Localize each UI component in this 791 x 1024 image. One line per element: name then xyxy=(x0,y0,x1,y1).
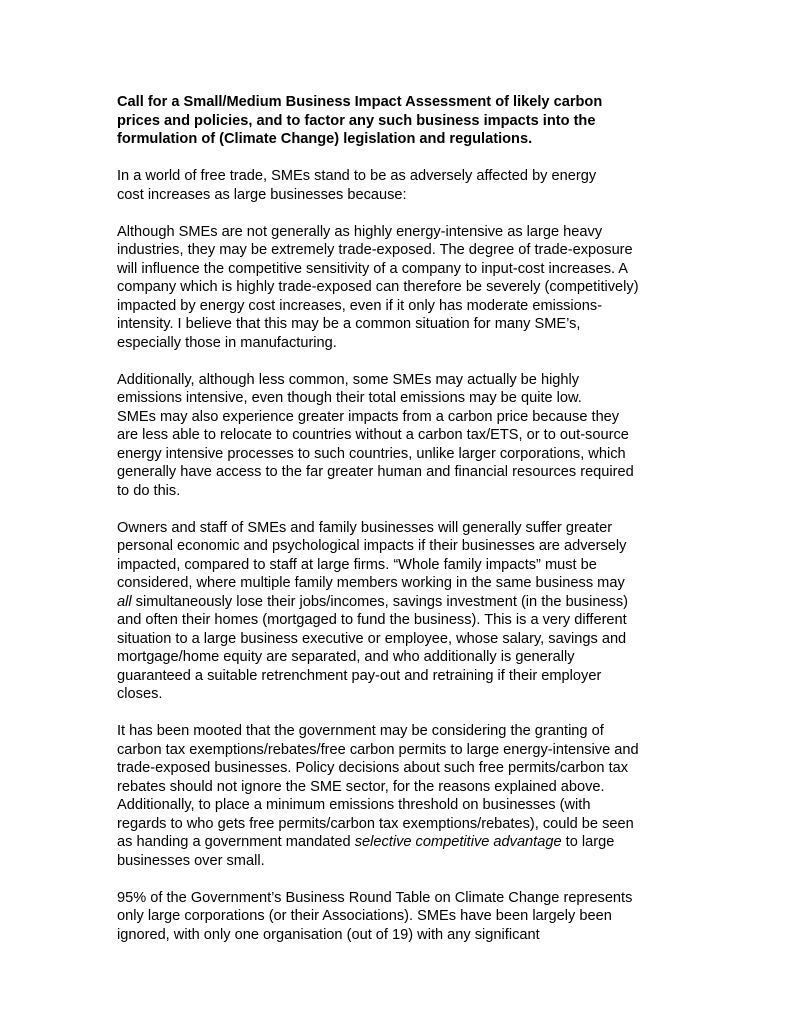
italic-emphasis: all xyxy=(117,593,132,610)
text-line: In a world of free trade, SMEs stand to be as adversely affected by energy xyxy=(117,168,597,184)
text-line: It has been mooted that the government may be considering the granting of xyxy=(117,723,604,739)
text-fragment: as handing a government mandated xyxy=(117,834,355,850)
text-line: situation to a large business executive or employee, whose salary, savings and xyxy=(117,630,627,647)
text-line: Additionally, although less common, some SMEs may actually be highly xyxy=(117,371,580,388)
text-line: company which is highly trade-exposed can therefore be severely (competitively) xyxy=(117,279,639,295)
text-line: mortgage/home equity are separated, and who additionally is generally xyxy=(117,649,575,665)
text-line: personal economic and psychological impacts if their businesses are adversely xyxy=(117,538,627,554)
title-line: Call for a Small/Medium Business Impact Assessment of likely carbon xyxy=(117,94,603,110)
text-fragment: simultaneously lose their jobs/incomes, savings investment (in the business) xyxy=(131,593,629,610)
paragraph-trade-exposure xyxy=(117,223,677,353)
text-line: will influence the competitive sensitivity of a company to input-cost increases. A xyxy=(117,260,629,277)
paragraph-exemptions xyxy=(117,722,677,870)
text-line: are less able to relocate to countries without a carbon tax/ETS, or to out-source xyxy=(117,427,629,443)
text-line: regards to who gets free permits/carbon tax exemptions/rebates), could be seen xyxy=(117,815,634,832)
paragraph-family-impacts xyxy=(117,519,677,704)
text-line: Additionally, to place a minimum emissions threshold on businesses (with xyxy=(117,797,591,813)
text-line: rebates should not ignore the SME sector, for the reasons explained above. xyxy=(117,778,605,795)
text-fragment: to large xyxy=(561,834,615,850)
italic-emphasis: selective competitive advantage xyxy=(354,834,562,850)
text-line xyxy=(117,833,677,852)
text-line: energy intensive processes to such countries, unlike larger corporations, which xyxy=(117,445,626,462)
paragraph-relocation xyxy=(117,408,677,501)
text-line: SMEs may also experience greater impacts from a carbon price because they xyxy=(117,408,620,425)
paragraph-round-table xyxy=(117,889,677,945)
text-line: ignored, with only one organisation (out of 19) with any significant xyxy=(117,926,540,943)
text-line: trade-exposed businesses. Policy decisions about such free permits/carbon tax xyxy=(117,760,629,776)
text-line: guaranteed a suitable retrenchment pay-out and retraining if their employer xyxy=(117,667,602,684)
document-page xyxy=(117,93,677,963)
text-line: only large corporations (or their Associations). SMEs have been largely been xyxy=(117,908,612,924)
text-line: considered, where multiple family members working in the same business may xyxy=(117,575,625,591)
title-line: prices and policies, and to factor any such business impacts into the xyxy=(117,112,596,129)
text-line: and often their homes (mortgaged to fund the business). This is a very different xyxy=(117,612,627,628)
text-line: impacted by energy cost increases, even if it only has moderate emissions- xyxy=(117,297,603,314)
document-title xyxy=(117,93,677,149)
text-line: especially those in manufacturing. xyxy=(117,334,337,351)
text-line: generally have access to the far greater human and financial resources required xyxy=(117,464,634,480)
text-line: to do this. xyxy=(117,482,181,499)
text-line: businesses over small. xyxy=(117,852,265,869)
text-line: emissions intensive, even though their total emissions may be quite low. xyxy=(117,390,582,406)
text-line: carbon tax exemptions/rebates/free carbon permits to large energy-intensive and xyxy=(117,741,639,758)
text-line: impacted, compared to staff at large firms. “Whole family impacts” must be xyxy=(117,556,597,573)
text-line: cost increases as large businesses because: xyxy=(117,186,407,203)
paragraph-emissions-intensive xyxy=(117,371,677,408)
text-line: Owners and staff of SMEs and family businesses will generally suffer greater xyxy=(117,519,613,536)
paragraph-intro xyxy=(117,167,677,204)
text-line: 95% of the Government’s Business Round Table on Climate Change represents xyxy=(117,889,633,906)
text-line: closes. xyxy=(117,686,163,702)
text-line: industries, they may be extremely trade-exposed. The degree of trade-exposure xyxy=(117,242,633,258)
title-line: formulation of (Climate Change) legislation and regulations. xyxy=(117,131,533,147)
text-line: Although SMEs are not generally as highly energy-intensive as large heavy xyxy=(117,223,603,240)
text-line: intensity. I believe that this may be a common situation for many SME’s, xyxy=(117,316,581,332)
text-line xyxy=(117,593,677,612)
